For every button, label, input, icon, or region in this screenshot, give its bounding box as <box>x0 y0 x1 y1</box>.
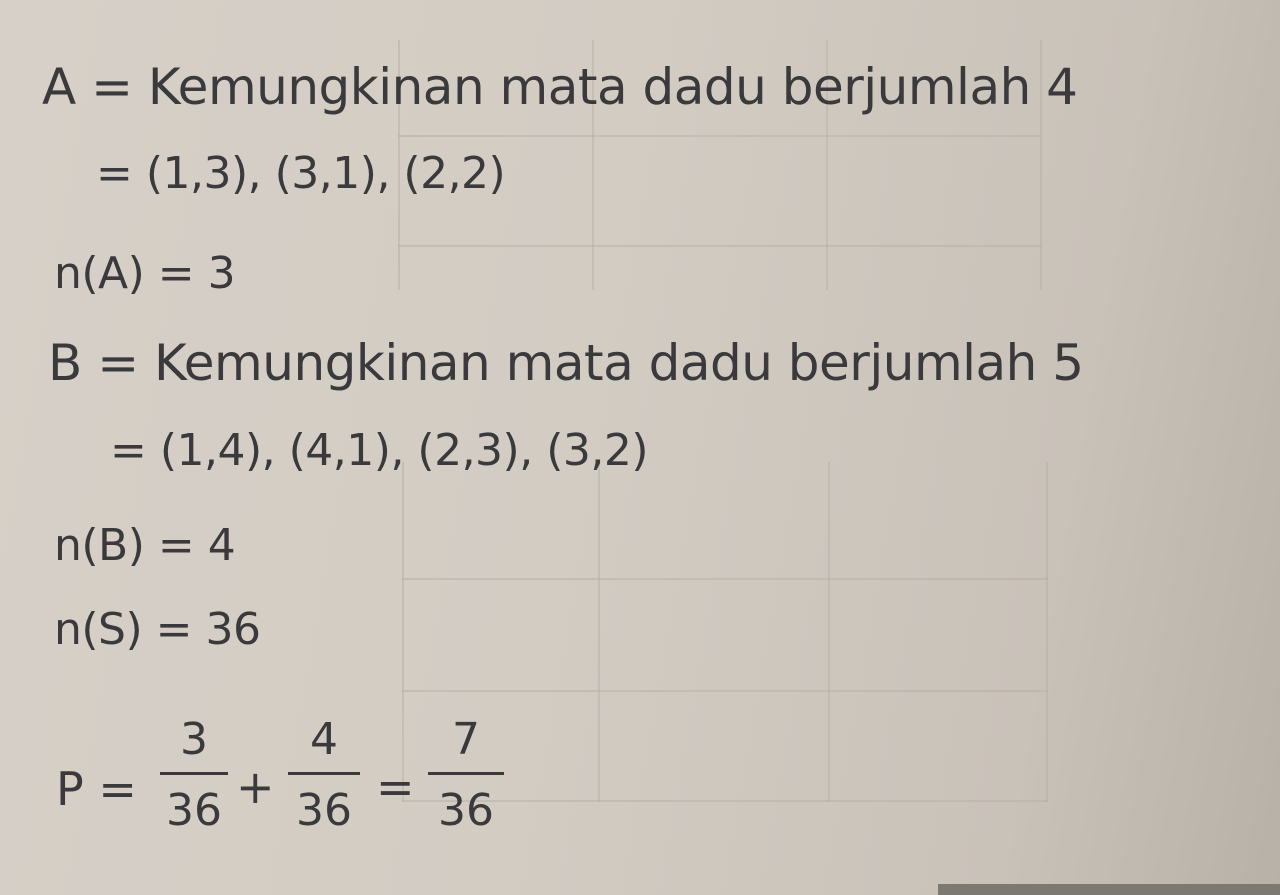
fraction-b-numerator: 4 <box>310 714 338 765</box>
fraction-a <box>160 714 228 836</box>
fraction-sum-numerator: 7 <box>452 714 480 765</box>
equals-sign: = <box>376 760 415 814</box>
fraction-b-denominator: 36 <box>296 785 352 836</box>
fraction-sum <box>428 714 504 836</box>
fraction-a-denominator: 36 <box>166 785 222 836</box>
plus-sign: + <box>236 760 275 814</box>
event-b-outcomes: = (1,4), (4,1), (2,3), (3,2) <box>110 425 648 476</box>
event-b-definition: B = Kemungkinan mata dadu berjumlah 5 <box>48 334 1084 392</box>
ghost-grid-line <box>402 462 404 802</box>
event-b-count: n(B) = 4 <box>54 520 236 571</box>
event-a-outcomes: = (1,3), (3,1), (2,2) <box>96 148 506 199</box>
sample-space-count: n(S) = 36 <box>54 604 261 655</box>
event-a-count: n(A) = 3 <box>54 248 236 299</box>
ghost-grid-line <box>402 690 1048 692</box>
ghost-grid-line <box>828 462 830 802</box>
fraction-sum-denominator: 36 <box>438 785 494 836</box>
ghost-grid-line <box>398 245 1042 247</box>
event-a-definition: A = Kemungkinan mata dadu berjumlah 4 <box>42 58 1078 116</box>
probability-lhs: P = <box>56 762 137 816</box>
page-edge-strip <box>938 884 1280 895</box>
ghost-grid-line <box>1046 462 1048 802</box>
ghost-grid-line <box>398 135 1042 137</box>
fraction-b <box>288 714 360 836</box>
ghost-grid-line <box>402 578 1048 580</box>
fraction-a-numerator: 3 <box>180 714 208 765</box>
ghost-grid-line <box>598 462 600 802</box>
